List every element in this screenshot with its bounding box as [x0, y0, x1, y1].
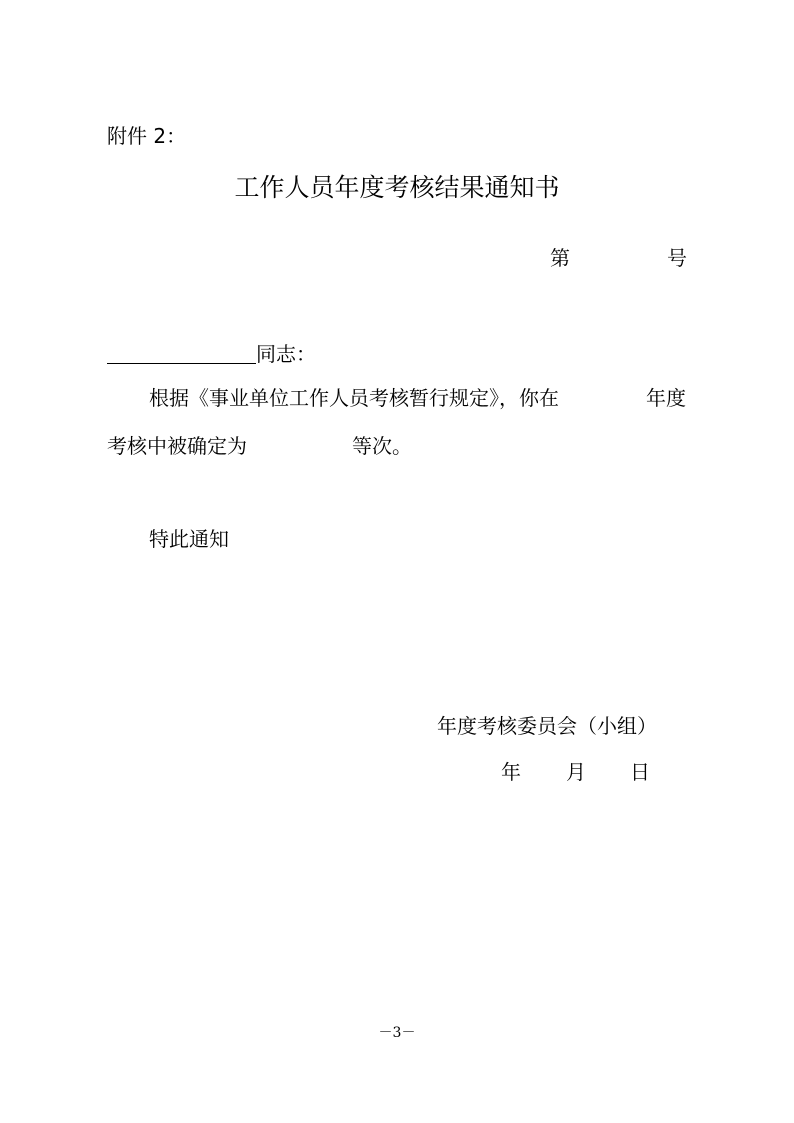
doc-number-suffix: 号 [667, 246, 687, 270]
signature-committee: 年度考核委员会（小组） [437, 714, 657, 738]
page-number: －3－ [378, 1025, 416, 1041]
doc-number-prefix: 第 [550, 246, 570, 270]
closing-text: 特此通知 [149, 527, 229, 551]
name-blank-line [107, 363, 256, 364]
date-year: 年 [501, 760, 521, 784]
date-day: 日 [630, 760, 650, 784]
body-line1-start: 根据《事业单位工作人员考核暂行规定》，你在 [149, 386, 559, 410]
salutation: 同志： [256, 342, 316, 366]
body-line2-end: 等次。 [352, 434, 412, 458]
attachment-label: 附件 2： [107, 124, 187, 148]
body-line1-end: 年度 [646, 386, 686, 410]
date-month: 月 [566, 760, 586, 784]
body-line2-start: 考核中被确定为 [107, 434, 247, 458]
document-title: 工作人员年度考核结果通知书 [234, 173, 560, 202]
